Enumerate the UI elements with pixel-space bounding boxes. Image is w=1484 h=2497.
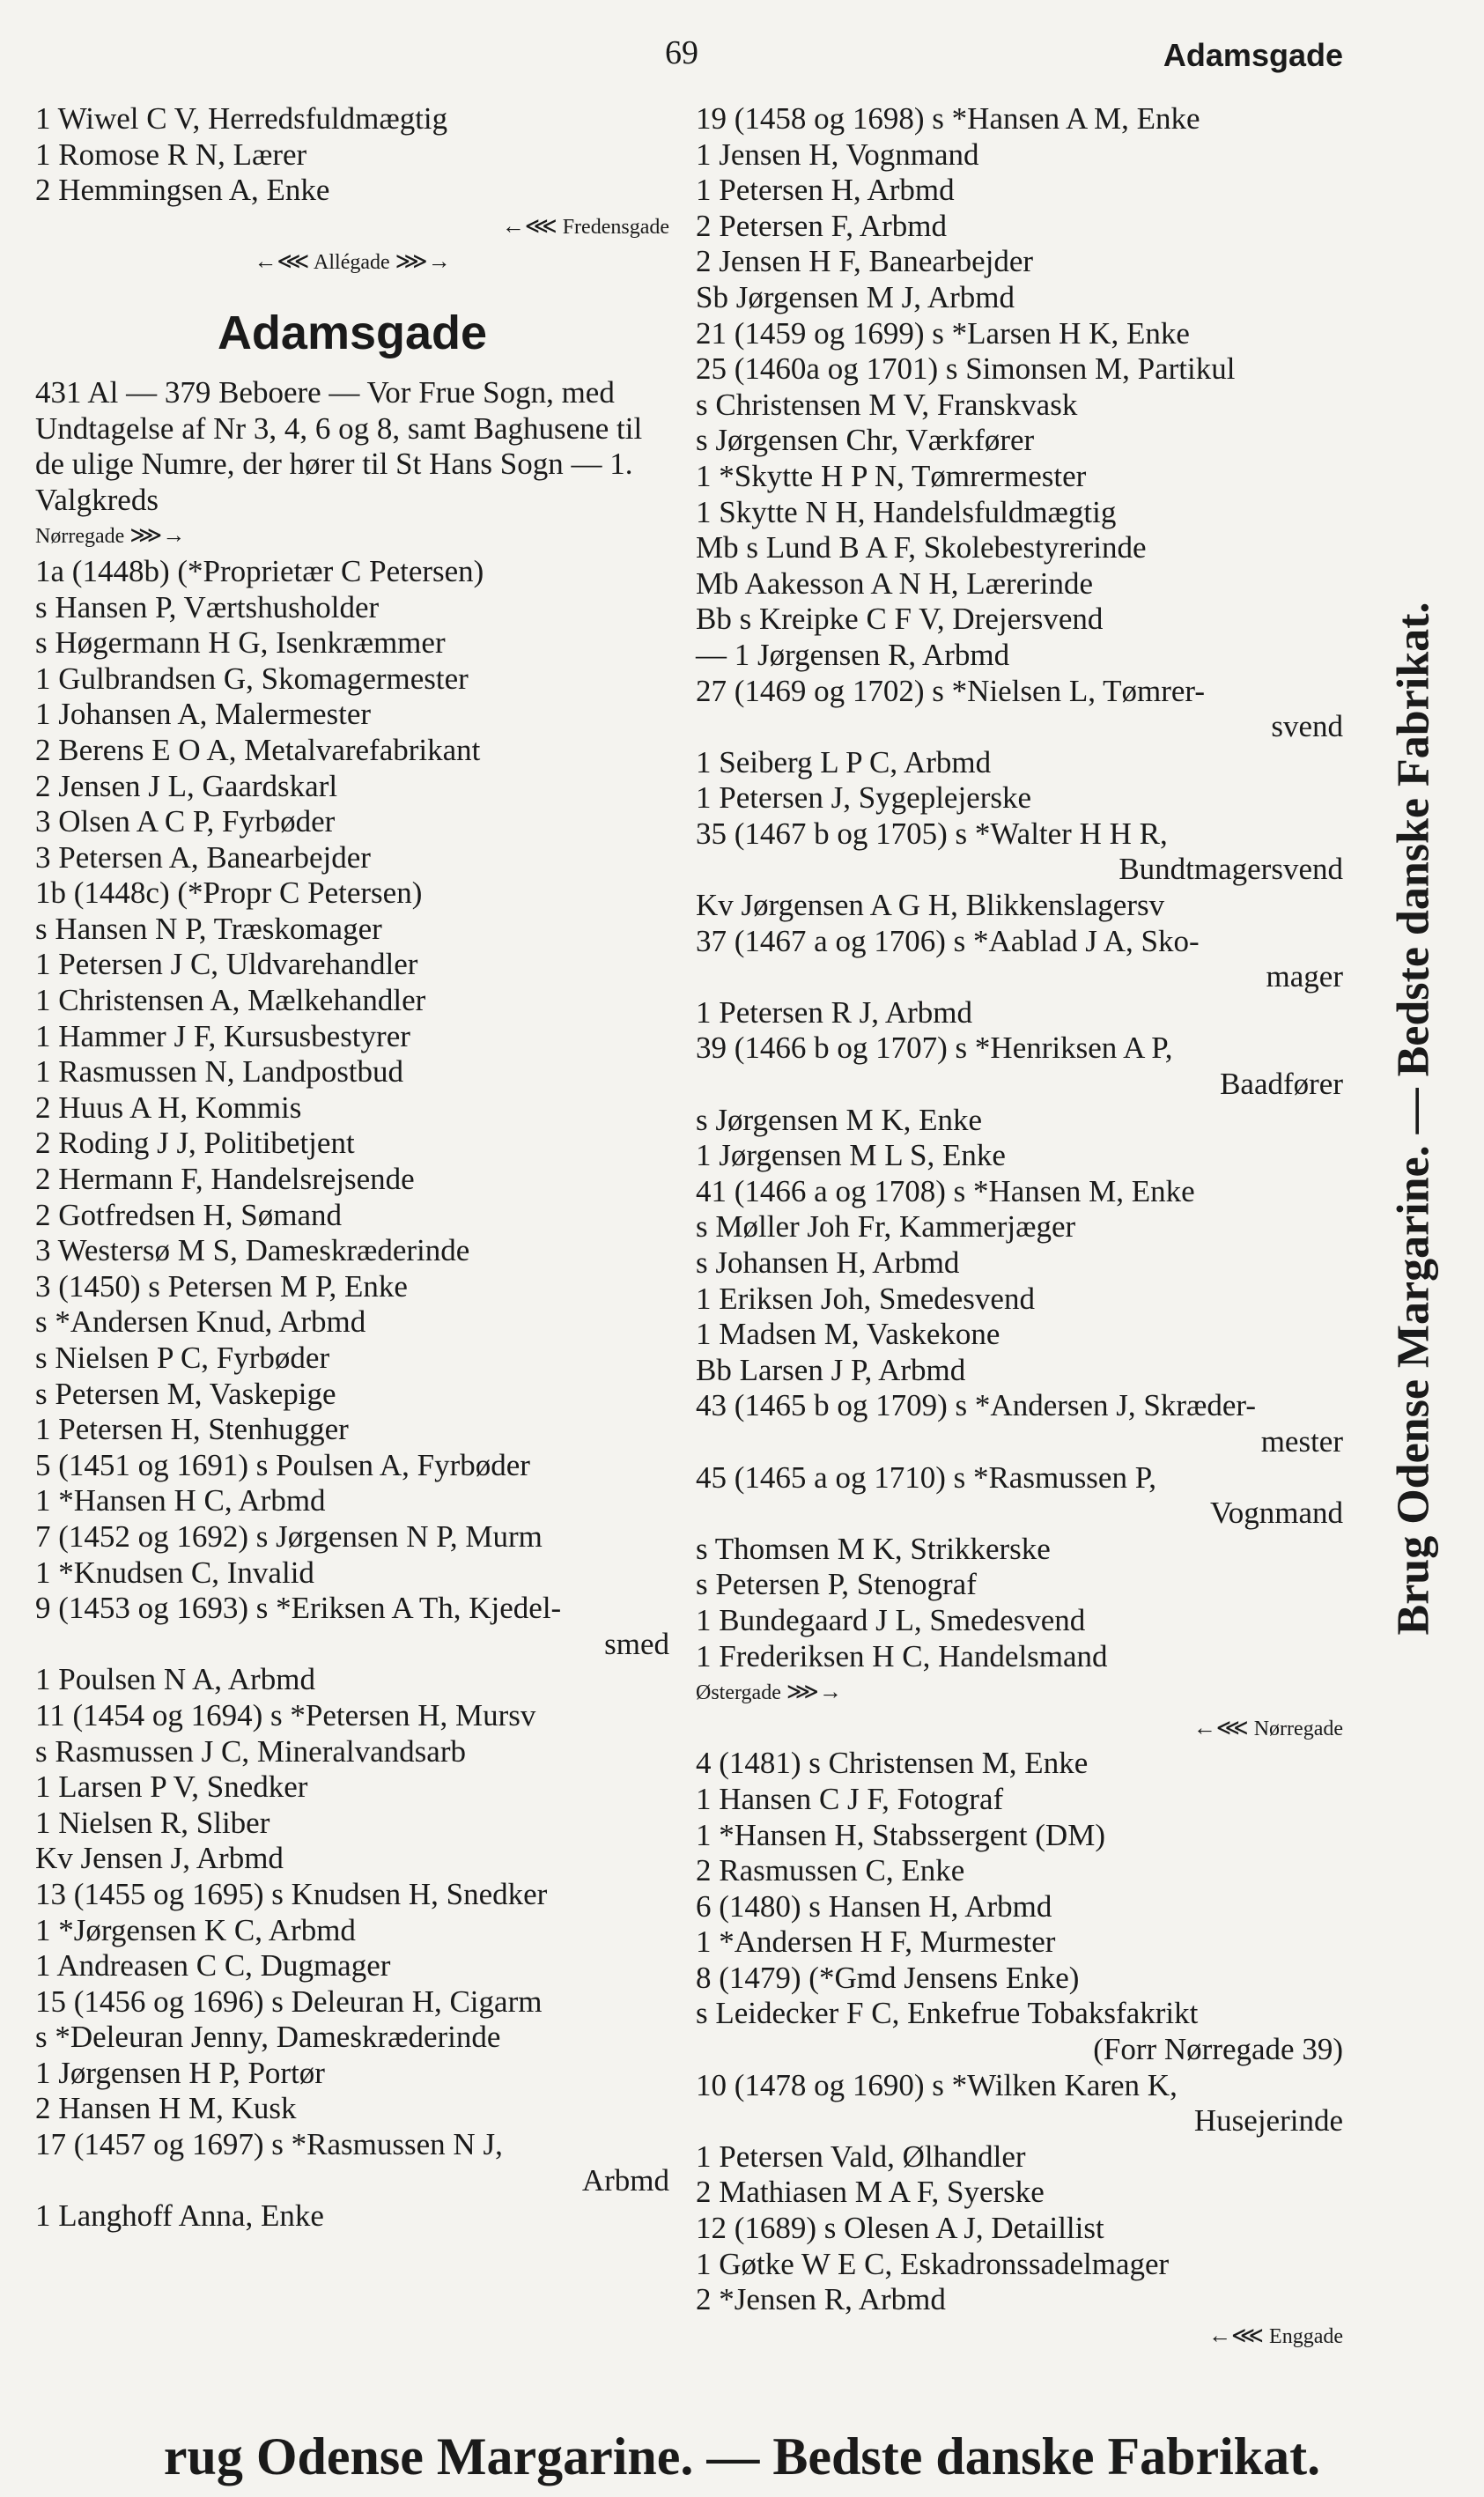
cross-street-enggade: ←⋘ Enggade: [1208, 2322, 1343, 2348]
page-header: [0, 26, 1484, 79]
directory-entry: s *Andersen Knud, Arbmd: [35, 1304, 366, 1340]
directory-entry: smed: [604, 1626, 669, 1661]
directory-entry: 1 Madsen M, Vaskekone: [696, 1317, 1000, 1352]
directory-entry: 19 (1458 og 1698) s *Hansen A M, Enke: [696, 101, 1200, 136]
directory-entry: 39 (1466 b og 1707) s *Henriksen A P,: [696, 1031, 1173, 1066]
directory-entry: 2 Hermann F, Handelsrejsende: [35, 1162, 415, 1197]
directory-entry: — 1 Jørgensen R, Arbmd: [696, 637, 1010, 672]
directory-entry: 1 *Hansen H, Stabssergent (DM): [696, 1817, 1105, 1852]
directory-entry: 2 Berens E O A, Metalvarefabrikant: [35, 732, 481, 767]
directory-entry: 3 Petersen A, Banearbejder: [35, 839, 371, 875]
directory-entry: 1 Johansen A, Malermester: [35, 697, 372, 732]
directory-entry: Sb Jørgensen M J, Arbmd: [696, 279, 1015, 314]
directory-entry: 1 *Skytte H P N, Tømrermester: [696, 458, 1087, 493]
directory-entry: 1 Petersen H, Arbmd: [696, 173, 955, 208]
directory-entry: Kv Jørgensen A G H, Blikkenslagersv: [696, 888, 1165, 923]
directory-entry: 2 Rasmussen C, Enke: [696, 1853, 965, 1888]
directory-entry: 5 (1451 og 1691) s Poulsen A, Fyrbøder: [35, 1447, 530, 1482]
directory-entry: s Rasmussen J C, Mineralvandsarb: [35, 1733, 466, 1769]
directory-entry: 1 Andreasen C C, Dugmager: [35, 1948, 391, 1984]
directory-entry: Arbmd: [581, 2162, 669, 2198]
directory-entry: (Forr Nørregade 39): [1093, 2032, 1343, 2067]
side-advertisement: Brug Odense Margarine. — Bedste danske Fabrikat.: [1388, 602, 1439, 1636]
arrow-right-icon: ⋙→: [786, 1679, 842, 1705]
directory-entry: 2 Jensen J L, Gaardskarl: [35, 768, 338, 803]
directory-entry: 1 Petersen H, Stenhugger: [35, 1412, 349, 1447]
cross-street-norregade-right: ←⋘ Nørregade: [1192, 1714, 1343, 1740]
right-column: [696, 101, 1343, 2353]
directory-entry: 2 *Jensen R, Arbmd: [696, 2282, 946, 2317]
directory-entry: 7 (1452 og 1692) s Jørgensen N P, Murm: [35, 1518, 543, 1554]
directory-entry: s Hansen P, Værtshusholder: [35, 589, 380, 624]
directory-entry: 1 Jensen H, Vognmand: [696, 137, 979, 172]
directory-entry: 1 Gulbrandsen G, Skomagermester: [35, 661, 469, 696]
page-number: 69: [665, 34, 698, 71]
directory-entry: 1 Romose R N, Lærer: [35, 137, 307, 172]
directory-entry: 37 (1467 a og 1706) s *Aablad J A, Sko-: [696, 923, 1200, 958]
cross-street-allegade: ←⋘ Allégade ⋙→: [254, 248, 451, 275]
left-top-entries: [35, 101, 669, 209]
directory-entry: Vognmand: [1209, 1496, 1343, 1531]
arrow-left-icon: ←⋘: [254, 248, 310, 275]
directory-entry: 17 (1457 og 1697) s *Rasmussen N J,: [35, 2127, 503, 2162]
directory-entry: s Petersen P, Stenograf: [696, 1567, 977, 1602]
directory-entry: 1 Jørgensen H P, Portør: [35, 2055, 325, 2090]
directory-entry: 2 Petersen F, Arbmd: [696, 208, 947, 243]
directory-entry: 25 (1460a og 1701) s Simonsen M, Partikul: [696, 351, 1236, 387]
directory-entry: 1 Petersen Vald, Ølhandler: [696, 2139, 1026, 2174]
directory-entry: s Høgermann H G, Isenkræmmer: [35, 625, 446, 661]
cross-street-ostergade: Østergade ⋙→: [696, 1679, 842, 1705]
directory-entry: Bundtmagersvend: [1119, 852, 1343, 887]
directory-entry: Bb s Kreipke C F V, Drejersvend: [696, 602, 1104, 637]
directory-entry: 45 (1465 a og 1710) s *Rasmussen P,: [696, 1459, 1157, 1495]
directory-entry: 1a (1448b) (*Proprietær C Petersen): [35, 553, 484, 588]
directory-entry: s Jørgensen M K, Enke: [696, 1102, 983, 1137]
directory-entry: 6 (1480) s Hansen H, Arbmd: [696, 1888, 1052, 1924]
directory-entry: svend: [1271, 709, 1343, 744]
directory-entry: s *Deleuran Jenny, Dameskræderinde: [35, 2020, 501, 2055]
directory-entry: 1 Hammer J F, Kursusbestyrer: [35, 1018, 410, 1053]
directory-entry: 3 (1450) s Petersen M P, Enke: [35, 1268, 408, 1304]
directory-entry: 1b (1448c) (*Propr C Petersen): [35, 875, 423, 911]
arrow-right-icon: ⋙→: [129, 522, 186, 549]
directory-entry: 1 Langhoff Anna, Enke: [35, 2198, 324, 2234]
directory-entry: 1 Rasmussen N, Landpostbud: [35, 1054, 404, 1090]
directory-entry: 1 Frederiksen H C, Handelsmand: [696, 1638, 1108, 1673]
directory-entry: 4 (1481) s Christensen M, Enke: [696, 1746, 1089, 1781]
directory-entry: 1 Poulsen N A, Arbmd: [35, 1662, 315, 1697]
directory-entry: Husejerinde: [1193, 2103, 1343, 2139]
directory-entry: Mb s Lund B A F, Skolebestyrerinde: [696, 530, 1147, 565]
directory-entry: 27 (1469 og 1702) s *Nielsen L, Tømrer-: [696, 673, 1205, 708]
running-head: Adamsgade: [1163, 37, 1343, 73]
directory-entry: 3 Westersø M S, Dameskræderinde: [35, 1233, 470, 1268]
directory-entry: 2 Mathiasen M A F, Syerske: [696, 2175, 1045, 2210]
directory-entry: 1 *Knudsen C, Invalid: [35, 1555, 314, 1590]
footer-advertisement: rug Odense Margarine. — Bedste danske Fabrikat.: [163, 2427, 1321, 2486]
directory-entry: 1 Gøtke W E C, Eskadronssadelmager: [696, 2246, 1170, 2281]
directory-entry: 2 Huus A H, Kommis: [35, 1090, 302, 1125]
directory-entry: 13 (1455 og 1695) s Knudsen H, Snedker: [35, 1876, 548, 1911]
directory-entry: s Nielsen P C, Fyrbøder: [35, 1341, 330, 1375]
arrow-right-icon: ⋙→: [395, 248, 451, 275]
directory-entry: s Møller Joh Fr, Kammerjæger: [696, 1209, 1076, 1245]
right-entries-b: [696, 1746, 1343, 2318]
directory-entry: 1 Petersen R J, Arbmd: [696, 994, 973, 1030]
directory-entry: 1 Wiwel C V, Herredsfuldmægtig: [35, 101, 448, 136]
directory-entry: mester: [1260, 1423, 1343, 1459]
directory-entry: s Hansen N P, Træskomager: [35, 911, 382, 946]
directory-entry: 21 (1459 og 1699) s *Larsen H K, Enke: [696, 315, 1190, 351]
street-intro: 431 Al — 379 Beboere — Vor Frue Sogn, med Undtagelse af Nr 3, 4, 6 og 8, samt Baghusene til de ulige Numre, der hører til St Hans Sogn — 1. Valgkreds: [35, 374, 643, 517]
directory-entry: 1 Hansen C J F, Fotograf: [696, 1781, 1004, 1816]
directory-entry: 1 Seiberg L P C, Arbmd: [696, 744, 992, 779]
directory-entry: 1 Larsen P V, Snedker: [35, 1769, 308, 1805]
directory-entry: 9 (1453 og 1693) s *Eriksen A Th, Kjedel-: [35, 1591, 562, 1626]
directory-entry: 12 (1689) s Olesen A J, Detaillist: [696, 2211, 1104, 2246]
arrow-left-icon: ←⋘: [1208, 2322, 1265, 2348]
directory-entry: s Petersen M, Vaskepige: [35, 1376, 336, 1411]
directory-entry: 1 Eriksen Joh, Smedesvend: [696, 1281, 1035, 1316]
directory-entry: 10 (1478 og 1690) s *Wilken Karen K,: [696, 2067, 1178, 2102]
directory-entry: 1 Nielsen R, Sliber: [35, 1805, 270, 1840]
directory-entry: 35 (1467 b og 1705) s *Walter H H R,: [696, 816, 1168, 851]
directory-entry: 1 Petersen J, Sygeplejerske: [696, 780, 1032, 816]
directory-entry: s Johansen H, Arbmd: [696, 1245, 960, 1280]
directory-entry: 1 Christensen A, Mælkehandler: [35, 983, 426, 1018]
directory-entry: mager: [1266, 959, 1343, 994]
directory-entry: 41 (1466 a og 1708) s *Hansen M, Enke: [696, 1173, 1195, 1208]
directory-entry: 1 *Jørgensen K C, Arbmd: [35, 1912, 356, 1947]
right-entries-a: [696, 101, 1343, 1674]
directory-entry: 2 Hansen H M, Kusk: [35, 2091, 297, 2126]
directory-entry: Bb Larsen J P, Arbmd: [696, 1352, 966, 1387]
street-title: Adamsgade: [217, 306, 488, 359]
directory-entry: Mb Aakesson A N H, Lærerinde: [696, 565, 1094, 601]
arrow-left-icon: ←⋘: [501, 212, 557, 239]
directory-entry: s Christensen M V, Franskvask: [696, 387, 1078, 422]
left-column: [35, 101, 669, 2235]
directory-entry: s Jørgensen Chr, Værkfører: [696, 423, 1035, 458]
directory-entry: 2 Jensen H F, Banearbejder: [696, 244, 1034, 279]
left-entries: [35, 554, 669, 2235]
directory-entry: 2 Gotfredsen H, Sømand: [35, 1197, 343, 1232]
directory-entry: 1 *Andersen H F, Murmester: [696, 1924, 1056, 1960]
directory-entry: 1 Skytte N H, Handelsfuldmægtig: [696, 494, 1117, 529]
directory-entry: 1 *Hansen H C, Arbmd: [35, 1483, 326, 1518]
directory-entry: 11 (1454 og 1694) s *Petersen H, Mursv: [35, 1697, 536, 1732]
directory-entry: 1 Bundegaard J L, Smedesvend: [696, 1602, 1086, 1637]
directory-entry: 2 Hemmingsen A, Enke: [35, 173, 330, 208]
directory-entry: 8 (1479) (*Gmd Jensens Enke): [696, 1960, 1080, 1995]
arrow-left-icon: ←⋘: [1192, 1714, 1249, 1740]
directory-entry: Kv Jensen J, Arbmd: [35, 1841, 284, 1876]
directory-entry: Baadfører: [1220, 1067, 1343, 1102]
directory-entry: 15 (1456 og 1696) s Deleuran H, Cigarm: [35, 1984, 543, 2019]
directory-entry: 1 Petersen J C, Uldvarehandler: [35, 947, 418, 982]
cross-street-norregade: Nørregade ⋙→: [35, 522, 186, 549]
directory-entry: 2 Roding J J, Politibetjent: [35, 1126, 355, 1161]
directory-entry: 3 Olsen A C P, Fyrbøder: [35, 804, 336, 839]
directory-entry: s Thomsen M K, Strikkerske: [696, 1531, 1051, 1566]
directory-entry: 1 Jørgensen M L S, Enke: [696, 1138, 1006, 1173]
cross-street-fredensgade: ←⋘ Fredensgade: [501, 212, 669, 239]
directory-entry: 43 (1465 b og 1709) s *Andersen J, Skræder-: [696, 1388, 1257, 1423]
directory-entry: s Leidecker F C, Enkefrue Tobaksfakrikt: [696, 1996, 1199, 2031]
